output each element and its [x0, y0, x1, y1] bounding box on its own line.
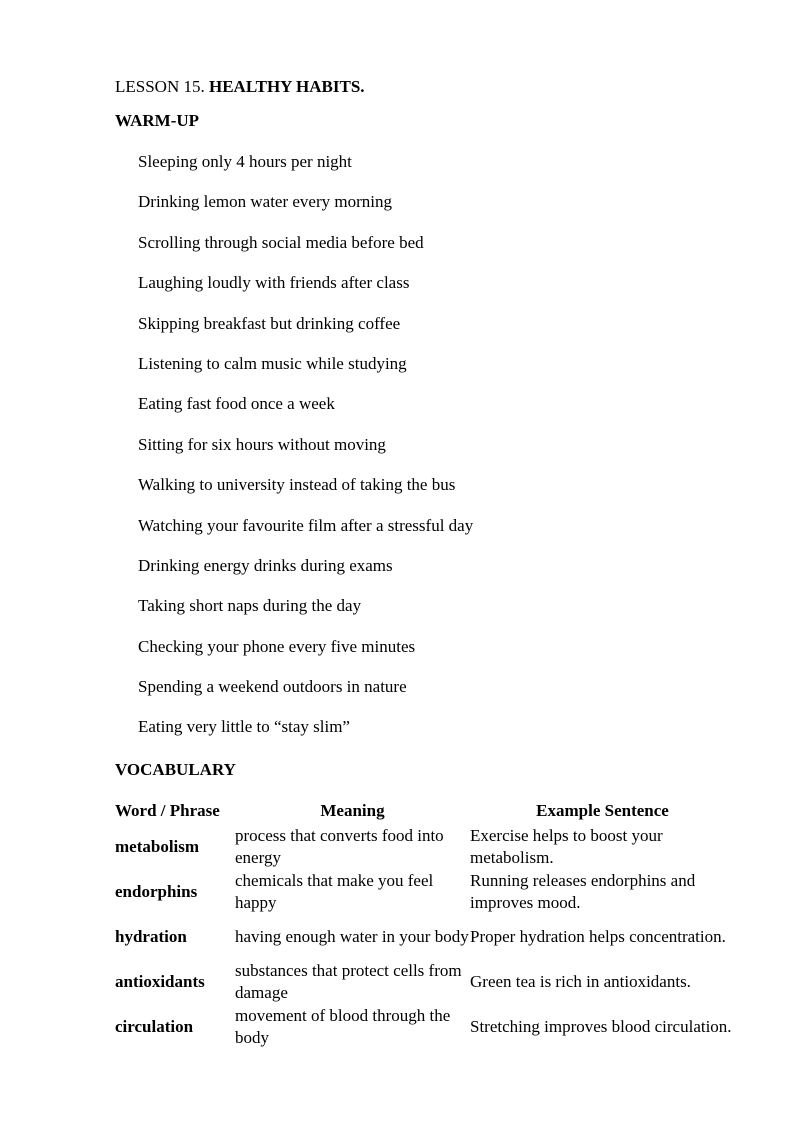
- vocab-meaning: movement of blood through the body: [235, 1005, 451, 1047]
- table-row: [115, 914, 735, 959]
- column-header-word: Word / Phrase: [115, 801, 220, 820]
- table-header-row: [115, 798, 735, 824]
- warmup-list: [138, 151, 735, 738]
- warmup-item: Skipping breakfast but drinking coffee: [138, 313, 401, 333]
- column-header-example: Example Sentence: [536, 801, 669, 820]
- vocab-word: antioxidants: [115, 971, 205, 991]
- warmup-item: Taking short naps during the day: [138, 596, 362, 616]
- lesson-number: LESSON 15.: [115, 77, 205, 96]
- vocab-word: endorphins: [115, 881, 198, 901]
- vocab-meaning: chemicals that make you feel happy: [235, 870, 434, 912]
- warmup-item: Laughing loudly with friends after class: [138, 273, 410, 293]
- vocab-word: circulation: [115, 1016, 194, 1036]
- warmup-item: Listening to calm music while studying: [138, 353, 407, 373]
- vocab-example: Running releases endorphins and improves mood.: [470, 870, 696, 912]
- vocab-example: Exercise helps to boost your metabolism.: [470, 825, 663, 867]
- lesson-name: HEALTHY HABITS.: [208, 77, 365, 96]
- warmup-item: Checking your phone every five minutes: [138, 636, 416, 656]
- vocabulary-table: [115, 798, 735, 1049]
- vocab-example: Proper hydration helps concentration.: [470, 926, 726, 946]
- lesson-title: [115, 76, 735, 98]
- warmup-item: Walking to university instead of taking the bus: [138, 475, 456, 495]
- warmup-item: Drinking lemon water every morning: [138, 192, 392, 212]
- column-header-meaning: Meaning: [320, 801, 385, 820]
- vocab-meaning: having enough water in your body: [235, 926, 469, 946]
- warmup-item: Scrolling through social media before bed: [138, 232, 424, 252]
- warmup-item: Spending a weekend outdoors in nature: [138, 677, 407, 697]
- table-row: [115, 959, 735, 1004]
- warmup-item: Eating very little to “stay slim”: [138, 717, 350, 737]
- vocab-meaning: process that converts food into energy: [235, 825, 444, 867]
- table-row: [115, 824, 735, 869]
- vocab-word: metabolism: [115, 836, 200, 856]
- warmup-item: Sitting for six hours without moving: [138, 434, 386, 454]
- document-page: [115, 76, 735, 1047]
- table-row: [115, 869, 735, 914]
- vocab-word: hydration: [115, 926, 187, 946]
- vocab-example: Stretching improves blood circulation.: [470, 1016, 732, 1036]
- warmup-heading: WARM-UP: [115, 111, 200, 130]
- warmup-item: Sleeping only 4 hours per night: [138, 152, 352, 171]
- warmup-item: Eating fast food once a week: [138, 394, 335, 414]
- vocab-example: Green tea is rich in antioxidants.: [470, 971, 691, 991]
- warmup-item: Drinking energy drinks during exams: [138, 555, 393, 575]
- vocabulary-heading: VOCABULARY: [115, 760, 236, 779]
- warmup-item: Watching your favourite film after a stressful day: [138, 515, 474, 535]
- table-row: [115, 1004, 735, 1049]
- vocab-meaning: substances that protect cells from damage: [235, 960, 462, 1002]
